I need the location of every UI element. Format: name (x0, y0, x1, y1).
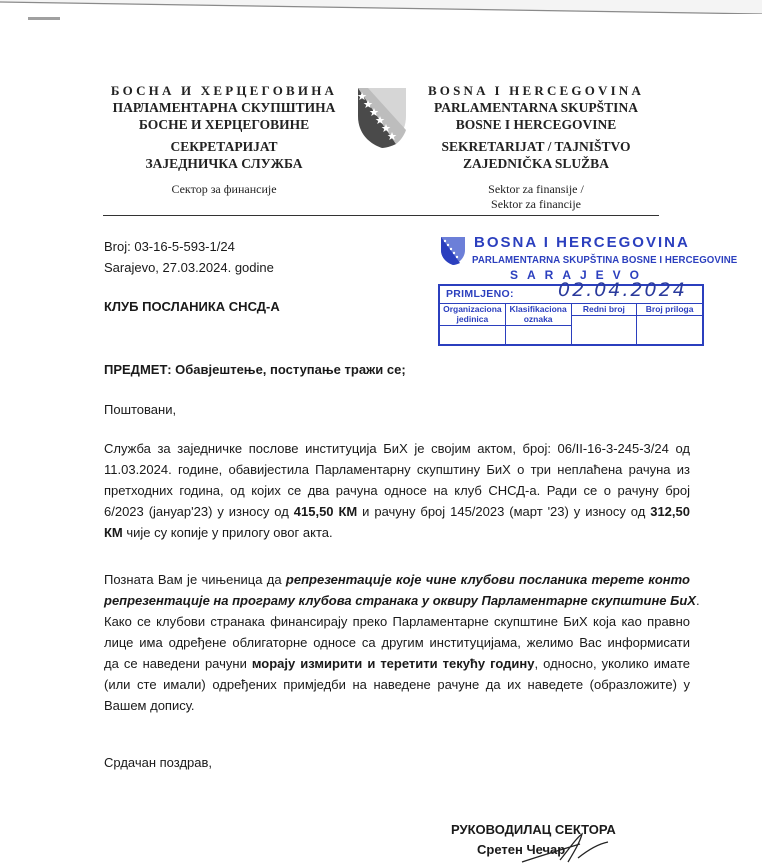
letterhead-country: BOSNA I HERCEGOVINA (427, 83, 645, 98)
letterhead-sector-alt: Sektor za financije (491, 197, 581, 211)
handwritten-signature-icon (520, 832, 610, 866)
greeting: Поштовани, (104, 402, 177, 417)
stamp-column: Broj priloga (637, 303, 702, 344)
reference-block (104, 236, 274, 278)
signature-title: РУКОВОДИЛАЦ СЕКТОРА (451, 822, 616, 837)
stamp-grid (438, 279, 704, 346)
letterhead-parliament: PARLAMENTARNA SKUPŠTINA (434, 100, 638, 115)
letterhead-country: БОСНА И ХЕРЦЕГОВИНА (110, 83, 338, 98)
reference-number: Broj: 03-16-5-593-1/24 (104, 239, 235, 254)
recipient: КЛУБ ПОСЛАНИКА СНСД-А (104, 299, 280, 314)
amount-2: 312,50 (650, 504, 690, 519)
letterhead-bih: БОСНЕ И ХЕРЦЕГОВИНЕ (138, 117, 310, 132)
closing: Срдачан поздрав, (104, 755, 213, 770)
stamp-column: Organizaciona jedinica (440, 303, 506, 344)
letterhead-joint-service: ЗАЈЕДНИЧКА СЛУЖБА (145, 156, 303, 171)
letterhead-parliament: ПАРЛАМЕНТАРНА СКУПШТИНА (112, 100, 336, 115)
emphasis-representation: репрезентације које чине клубови посланика терете конто (285, 572, 690, 587)
stamp-received-row (440, 279, 702, 304)
subject-line (104, 362, 406, 377)
signature-name: Сретен Чечар (477, 842, 566, 857)
stamp-received-label: PRIMLJENO: (446, 288, 514, 300)
place-date: Sarajevo, 27.03.2024. godine (104, 260, 274, 275)
stamp-received-date: 02.04.2024 (558, 279, 687, 301)
stamp-title: BOSNA I HERCEGOVINA (474, 234, 690, 251)
letterhead-sector: Сектор за финансије (171, 182, 277, 196)
letterhead-secretariat: SEKRETARIJAT / TAJNIŠTVO (441, 139, 631, 154)
stamp-crest-icon (440, 236, 466, 266)
stamp-columns (440, 303, 702, 344)
stamp-column: Redni broj (572, 303, 638, 344)
received-stamp (436, 232, 738, 350)
letterhead-bih: BOSNE I HERCEGOVINE (455, 117, 617, 132)
paragraph-2: Позната Вам је чињеница да репрезентације које чине клубови посланика терете конто репрезентације на програму клубова странака у оквиру Парламентарне скупштине БиХ. Како се клубови странака финансирају преко Парламентарне скупштине БиХ која као правно лице има одређене облигаторне односе са другим институцијама, желимо Вас информисати да се наведени рачуни морају измирити и теретити текућу годину, односно, уколико имате (или сте имали) одређених примједби на наведене рачуне да их наведете (образложите) у Вашем допису. (104, 572, 700, 713)
amount-2-currency: КМ (104, 525, 123, 540)
letterhead-joint-service: ZAJEDNIČKA SLUŽBA (463, 156, 609, 171)
scan-edge-shadow (0, 0, 762, 14)
emphasis-must-settle: морају измирити и теретити текућу годину (251, 656, 535, 671)
stamp-city: SARAJEVO (510, 268, 649, 282)
subject-text: Обавјештење, поступање тражи се; (171, 362, 406, 377)
letterhead-secretariat: СЕКРЕТАРИЈАТ (170, 139, 278, 154)
stamp-column: Klasifikaciona oznaka (506, 303, 572, 344)
letterhead-latin (420, 82, 652, 212)
paragraph-1: Служба за заједничке послове институција БиХ је својим актом, број: 06/II-16-3-245-3/24 од 11.03.2024. године, обавијестила Парламентарну скупштину БиХ о три неплаћена рачуна из претходних година, од којих се два рачуна односе на клуб СНСД-а. Ради се о рачуну број 6/2023 (јануар'23) у износу од 415,50 КМ и рачуну број 145/2023 (март '23) у износу од 312,50 КМ чије су копије у прилогу овог акта. (104, 441, 690, 540)
header-divider (103, 215, 659, 216)
scan-smudge (28, 17, 60, 20)
letterhead-cyrillic (104, 82, 344, 197)
stamp-subtitle: PARLAMENTARNA SKUPŠTINA BOSNE I HERCEGOVINE (472, 254, 738, 266)
coat-of-arms-icon (354, 86, 410, 150)
amount-1: 415,50 КМ (293, 504, 358, 519)
subject-label: ПРЕДМЕТ: (104, 362, 172, 377)
letterhead-sector: Sektor za finansije / (488, 182, 584, 196)
